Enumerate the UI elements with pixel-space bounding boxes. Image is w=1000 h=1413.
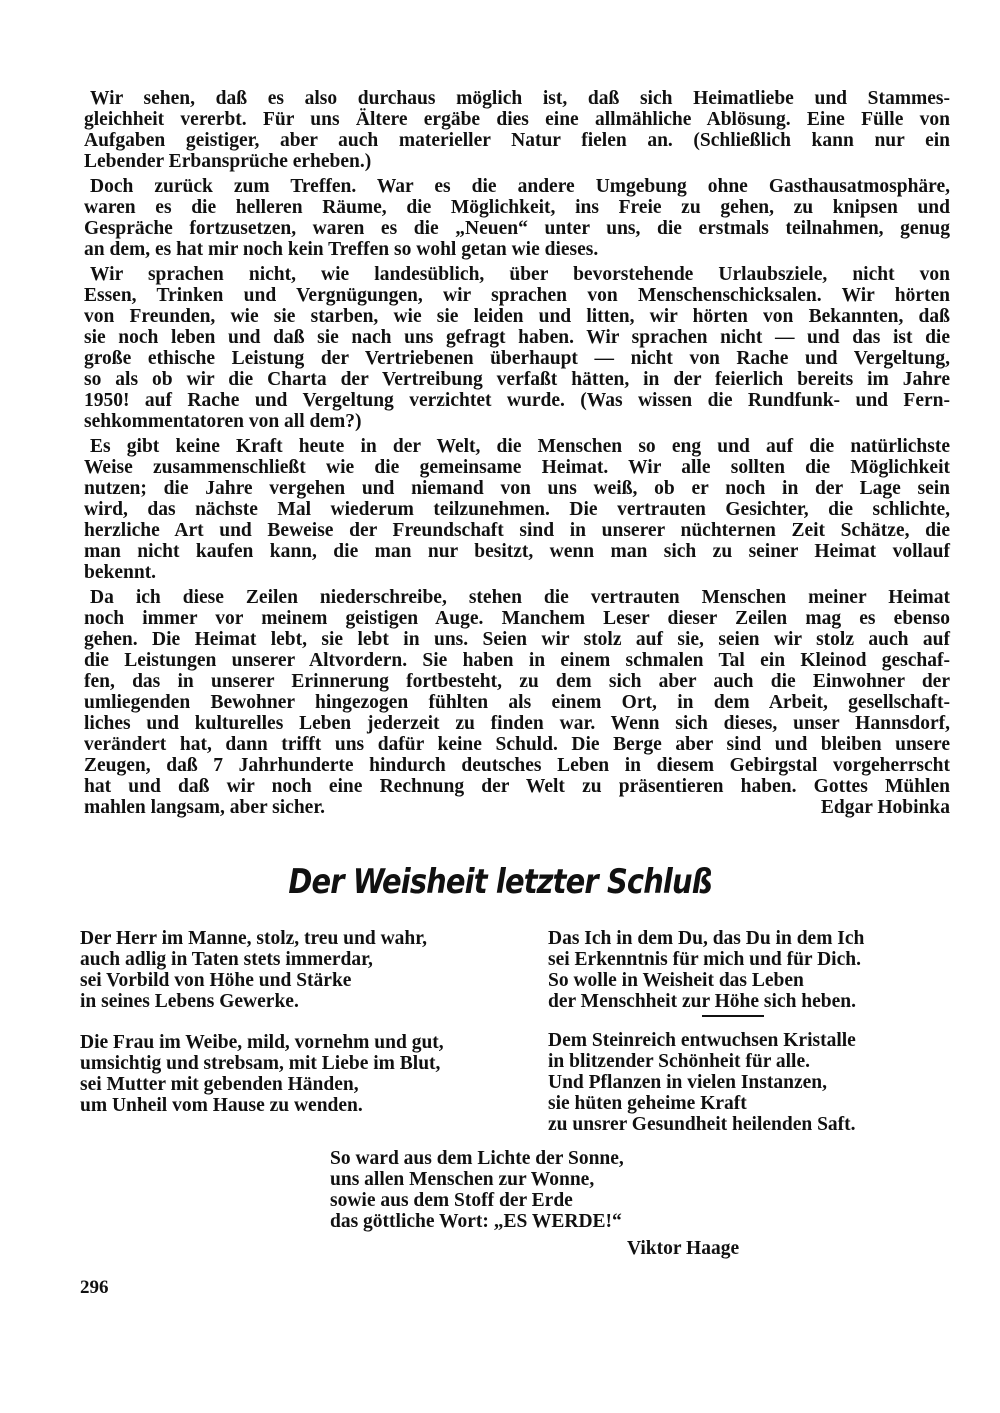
poem-final-stanza: [330, 1148, 624, 1232]
text-line: Aufgaben geistiger, aber auch materieller Natur fielen an. (Schließlich kann nur ein: [84, 130, 950, 151]
poem-line: sei Mutter mit gebenden Händen,: [80, 1074, 359, 1095]
text-line: Da ich diese Zeilen niederschreibe, stehen die vertrauten Menschen meiner Heimat: [90, 587, 950, 608]
poem-line: Und Pflanzen in vielen Instanzen,: [548, 1072, 827, 1093]
text-line: die Leistungen unserer Altvordern. Sie haben in einem schmalen Tal ein Kleinod geschaf-: [84, 650, 950, 671]
poem-line: So wolle in Weisheit das Leben: [548, 970, 804, 991]
poem-line: So ward aus dem Lichte der Sonne,: [330, 1148, 624, 1169]
text-line: an dem, es hat mir noch kein Treffen so wohl getan wie dieses.: [84, 239, 599, 260]
text-line: mahlen langsam, aber sicher.: [84, 797, 326, 818]
text-line: man nicht kaufen kann, die man nur besitzt, wenn man sich zu seiner Heimat vollauf: [84, 541, 950, 562]
poem-line: umsichtig und strebsam, mit Liebe im Blut,: [80, 1053, 441, 1074]
poem-stanza-left-2: [80, 1032, 444, 1116]
text-line: nutzen; die Jahre vergehen und niemand von uns weiß, ob er noch in der Lage sein: [84, 478, 950, 499]
article-body: [84, 88, 950, 822]
page-number: 296: [80, 1277, 109, 1298]
poem-line: uns allen Menschen zur Wonne,: [330, 1169, 595, 1190]
text-line: hat und daß wir noch eine Rechnung der Welt zu präsentieren haben. Gottes Mühlen: [84, 776, 950, 797]
poem-line: Das Ich in dem Du, das Du in dem Ich: [548, 928, 865, 949]
poem-line: in seines Lebens Gewerke.: [80, 991, 299, 1012]
text-line: herzliche Art und Beweise der Freundschaft sind in unserer nüchternen Zeit Schätze, die: [84, 520, 950, 541]
poem-line: sei Erkenntnis für mich und für Dich.: [548, 949, 861, 970]
article-author: Edgar Hobinka: [820, 797, 950, 818]
text-line: gehen. Die Heimat lebt, sie lebt in uns. Seien wir stolz auf sie, seien wir stolz auch auf: [84, 629, 950, 650]
paragraph: [84, 587, 950, 818]
text-line: umliegenden Bewohner hingezogen fühlten als einem Ort, in dem Arbeit, gesellschaft-: [84, 692, 950, 713]
poem-author: Viktor Haage: [627, 1238, 740, 1259]
paragraph: [84, 88, 950, 172]
text-line: liches und kulturelles Leben jederzeit zu finden war. Wenn sich dieses, unser Hannsdorf,: [84, 713, 950, 734]
text-line: noch immer vor meinem geistigen Auge. Manchem Leser dieser Zeilen mag es ebenso: [84, 608, 950, 629]
poem-line: sie hüten geheime Kraft: [548, 1093, 747, 1114]
text-line: Wir sprachen nicht, wie landesüblich, über bevorstehende Urlaubsziele, nicht von: [90, 264, 950, 285]
text-line: gleichheit vererbt. Für uns Ältere ergäbe dies eine allmähliche Ablösung. Eine Fülle von: [84, 109, 950, 130]
text-line: 1950! auf Rache und Vergeltung verzichtet wurde. (Was wissen die Rundfunk- und Fern-: [84, 390, 950, 411]
stanza-divider: [702, 1015, 764, 1017]
text-line: Doch zurück zum Treffen. War es die andere Umgebung ohne Gasthausatmosphäre,: [90, 176, 950, 197]
text-line: sehkommentatoren von all dem?): [84, 411, 362, 432]
text-line: von Freunden, wie sie starben, wie sie leiden und litten, wir hörten von Bekannten, daß: [84, 306, 950, 327]
poem-line: Die Frau im Weibe, mild, vornehm und gut,: [80, 1032, 444, 1053]
poem-line: Dem Steinreich entwuchsen Kristalle: [548, 1030, 856, 1051]
poem-line: der Menschheit zur Höhe sich heben.: [548, 991, 857, 1012]
text-line: Gespräche fortzusetzen, waren es die „Neuen“ unter uns, die erstmals teilnahmen, genug: [84, 218, 950, 239]
poem-line: Der Herr im Manne, stolz, treu und wahr,: [80, 928, 428, 949]
text-line: Essen, Trinken und Vergnügungen, wir sprachen von Menschenschicksalen. Wir hörten: [84, 285, 950, 306]
paragraph: [84, 436, 950, 583]
poem-line: sei Vorbild von Höhe und Stärke: [80, 970, 352, 991]
paragraph: [84, 176, 950, 260]
poem-stanza-right-1: [548, 928, 864, 1012]
text-line: große ethische Leistung der Vertriebenen überhaupt — nicht von Rache und Vergeltung,: [84, 348, 950, 369]
text-line: sie noch leben und daß sie nach uns gefragt haben. Wir sprachen nicht — und das ist die: [84, 327, 950, 348]
text-line: waren es die helleren Räume, die Möglichkeit, ins Freie zu gehen, zu knipsen und: [84, 197, 950, 218]
poem-line: auch adlig in Taten stets immerdar,: [80, 949, 373, 970]
text-line: wird, das nächste Mal wiederum teilzunehmen. Die vertrauten Gesichter, die schlichte,: [84, 499, 950, 520]
text-line: so als ob wir die Charta der Vertreibung verfaßt hätten, in der feierlich bereits im Jahre: [84, 369, 950, 390]
text-line: Weise zusammenschließt wie die gemeinsame Heimat. Wir alle sollten die Möglichkeit: [84, 457, 950, 478]
text-line: bekennt.: [84, 562, 157, 583]
poem-stanza-left-1: [80, 928, 427, 1012]
poem-line: zu unsrer Gesundheit heilenden Saft.: [548, 1114, 856, 1135]
text-line: fen, das in unserer Erinnerung fortbesteht, zu dem sich aber auch die Einwohner der: [84, 671, 950, 692]
text-line: Es gibt keine Kraft heute in der Welt, die Menschen so eng und auf die natürlichste: [90, 436, 950, 457]
text-line: Wir sehen, daß es also durchaus möglich ist, daß sich Heimatliebe und Stammes-: [90, 88, 950, 109]
poem-line: das göttliche Wort: „ES WERDE!“: [330, 1211, 622, 1232]
poem-line: sowie aus dem Stoff der Erde: [330, 1190, 573, 1211]
text-line: Lebender Erbansprüche erheben.): [84, 151, 372, 172]
paragraph: [84, 264, 950, 432]
poem-title: Der Weisheit letzter Schluß: [288, 862, 712, 902]
poem-line: in blitzender Schönheit für alle.: [548, 1051, 811, 1072]
poem-line: um Unheil vom Hause zu wenden.: [80, 1095, 363, 1116]
text-line: verändert hat, dann trifft uns dafür keine Schuld. Die Berge aber sind und bleiben unsere: [84, 734, 950, 755]
poem-stanza-right-2: [548, 1030, 856, 1135]
text-line: Zeugen, daß 7 Jahrhunderte hindurch deutsches Leben in diesem Gebirgstal vorgeherrscht: [84, 755, 950, 776]
